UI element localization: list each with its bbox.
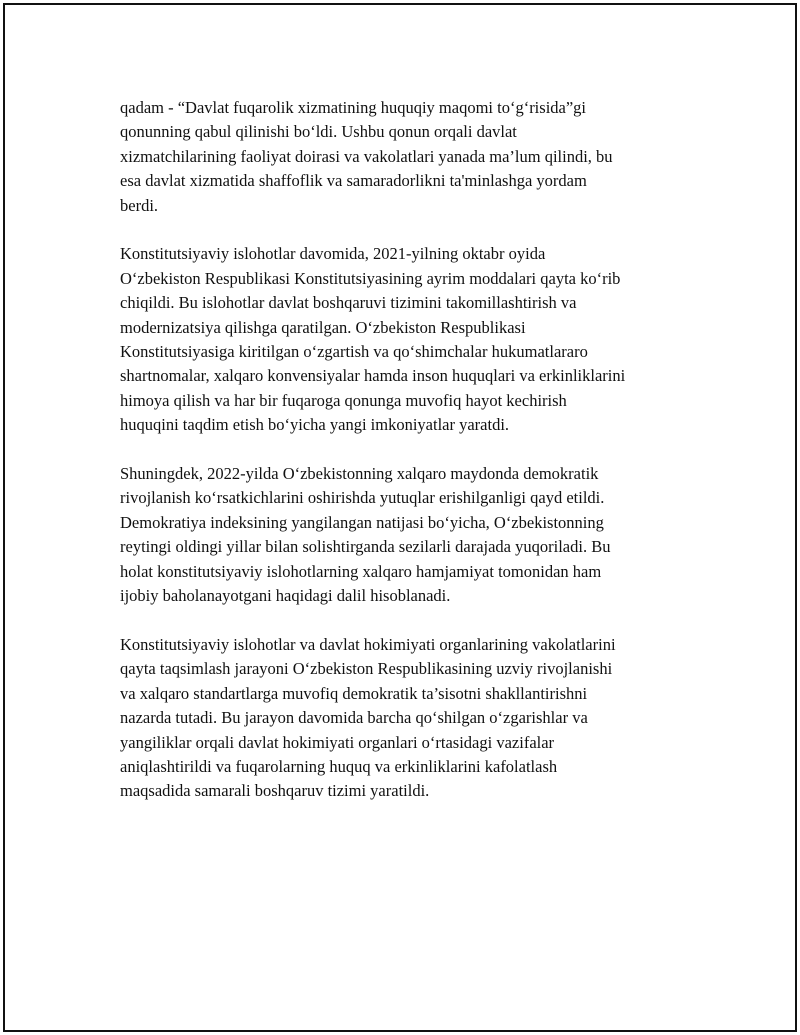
text-line: holat konstitutsiyaviy islohotlarning xalqaro hamjamiyat tomonidan ham (120, 561, 602, 581)
text-line: shartnomalar, xalqaro konvensiyalar hamda inson huquqlari va erkinliklarini (120, 366, 626, 386)
text-line: esa davlat xizmatida shaffoflik va samaradorlikni ta'minlashga yordam (120, 171, 587, 191)
paragraph-1 (120, 96, 700, 218)
text-line: yangiliklar orqali davlat hokimiyati organlari o‘rtasidagi vazifalar (120, 732, 555, 752)
text-line: aniqlashtirildi va fuqarolarning huquq va erkinliklarini kafolatlash (120, 756, 558, 776)
text-line: himoya qilish va har bir fuqaroga qonunga muvofiq hayot kechirish (120, 390, 567, 410)
page-frame (3, 3, 797, 1032)
text-line: Shuningdek, 2022-yilda O‘zbekistonning xalqaro maydonda demokratik (120, 464, 599, 484)
text-line: qonunning qabul qilinishi bo‘ldi. Ushbu qonun orqali davlat (120, 122, 517, 142)
text-line: Demokratiya indeksining yangilangan natijasi bo‘yicha, O‘zbekistonning (120, 512, 604, 532)
text-line: va xalqaro standartlarga muvofiq demokratik ta’sisotni shakllantirishni (120, 683, 588, 703)
document-body (120, 96, 700, 828)
text-line: Konstitutsiyasiga kiritilgan o‘zgartish va qo‘shimchalar hukumatlararo (120, 342, 588, 362)
text-line: xizmatchilarining faoliyat doirasi va vakolatlari yanada ma’lum qilindi, bu (120, 146, 613, 166)
text-line: rivojlanish ko‘rsatkichlarini oshirishda yutuqlar erishilganligi qayd etildi. (120, 488, 605, 508)
text-line: ijobiy baholanayotgani haqidagi dalil hisoblanadi. (120, 586, 451, 606)
text-line: qayta taqsimlash jarayoni O‘zbekiston Respublikasining uzviy rivojlanishi (120, 659, 613, 679)
text-line: reytingi oldingi yillar bilan solishtirganda sezilarli darajada yuqoriladi. Bu (120, 537, 611, 557)
text-line: Konstitutsiyaviy islohotlar davomida, 2021-yilning oktabr oyida (120, 244, 546, 264)
paragraph-4 (120, 633, 700, 804)
text-line: Konstitutsiyaviy islohotlar va davlat hokimiyati organlarining vakolatlarini (120, 634, 616, 654)
text-line: O‘zbekiston Respublikasi Konstitutsiyasining ayrim moddalari qayta ko‘rib (120, 268, 621, 288)
text-line: maqsadida samarali boshqaruv tizimi yaratildi. (120, 781, 430, 801)
text-line: nazarda tutadi. Bu jarayon davomida barcha qo‘shilgan o‘zgarishlar va (120, 708, 588, 728)
text-line: huquqini taqdim etish bo‘yicha yangi imkoniyatlar yaratdi. (120, 415, 510, 435)
paragraph-3 (120, 462, 700, 608)
text-line: berdi. (120, 195, 159, 215)
text-line: modernizatsiya qilishga qaratilgan. O‘zbekiston Respublikasi (120, 317, 526, 337)
text-line: chiqildi. Bu islohotlar davlat boshqaruvi tizimini takomillashtirish va (120, 293, 577, 313)
text-line: qadam - “Davlat fuqarolik xizmatining huquqiy maqomi to‘g‘risida”gi (120, 98, 587, 117)
paragraph-2 (120, 242, 700, 437)
